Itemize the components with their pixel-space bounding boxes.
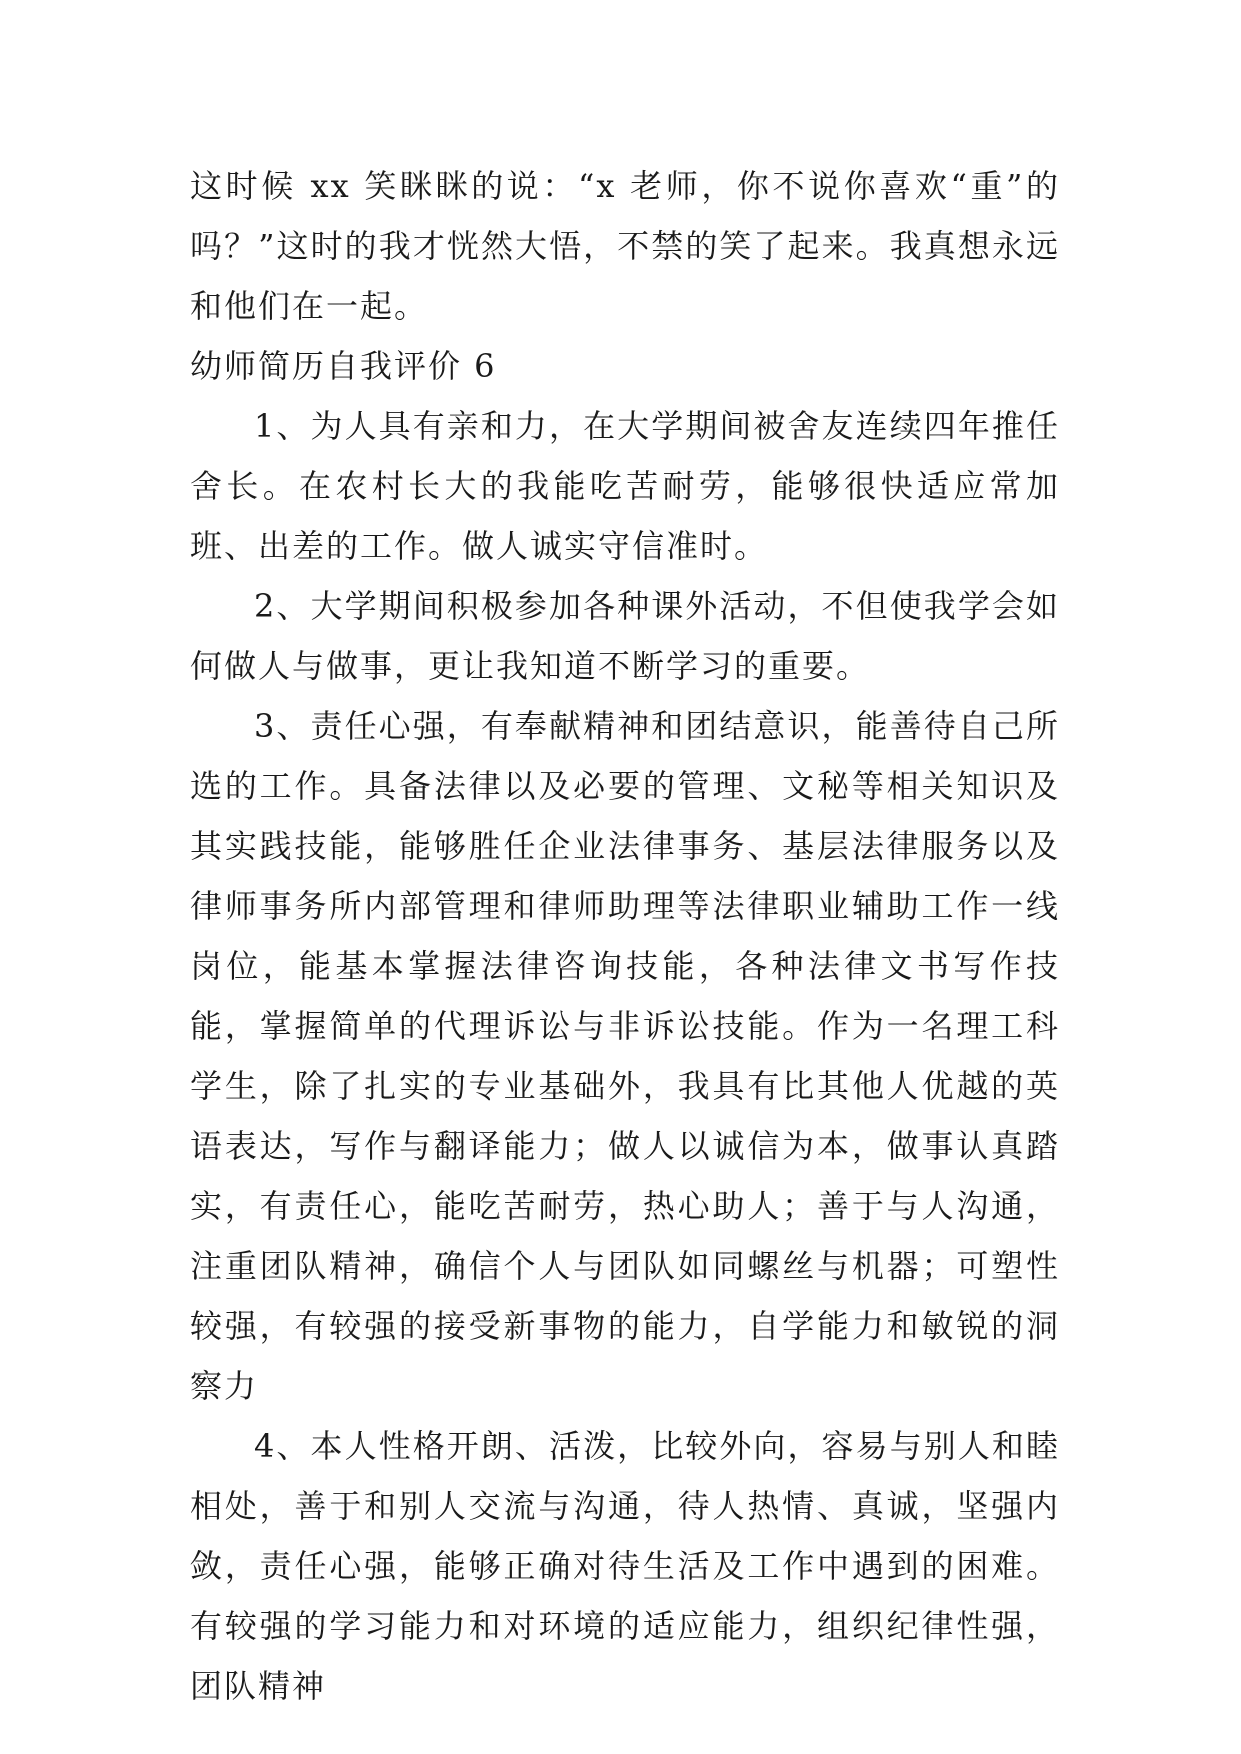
evaluation-item-2: 2、大学期间积极参加各种课外活动，不但使我学会如何做人与做事，更让我知道不断学习的重要。 [190,587,1060,685]
evaluation-item-3: 3、责任心强，有奉献精神和团结意识，能善待自己所选的工作。具备法律以及必要的管理、文秘等相关知识及其实践技能，能够胜任企业法律事务、基层法律服务以及律师事务所内部管理和律师助理等法律职业辅助工作一线岗位，能基本掌握法律咨询技能，各种法律文书写作技能，掌握简单的代理诉讼与非诉讼技能。作为一名理工科学生，除了扎实的专业基础外，我具有比其他人优越的英语表达，写作与翻译能力；做人以诚信为本，做事认真踏实，有责任心，能吃苦耐劳，热心助人；善于与人沟通，注重团队精神，确信个人与团队如同螺丝与机器；可塑性较强，有较强的接受新事物的能力，自学能力和敏锐的洞察力 [190,707,1060,1405]
continuation-paragraph: 这时候 xx 笑眯眯的说：“x 老师，你不说你喜欢“重”的吗？”这时的我才恍然大悟，不禁的笑了起来。我真想永远和他们在一起。 [190,167,1060,325]
evaluation-item-4: 4、本人性格开朗、活泼，比较外向，容易与别人和睦相处，善于和别人交流与沟通，待人热情、真诚，坚强内敛，责任心强，能够正确对待生活及工作中遇到的困难。有较强的学习能力和对环境的适应能力，组织纪律性强，团队精神 [190,1427,1060,1705]
document-body [190,156,1060,1716]
evaluation-item-1: 1、为人具有亲和力，在大学期间被舍友连续四年推任舍长。在农村长大的我能吃苦耐劳，能够很快适应常加班、出差的工作。做人诚实守信准时。 [190,407,1060,565]
section-heading: 幼师简历自我评价 6 [190,347,497,385]
